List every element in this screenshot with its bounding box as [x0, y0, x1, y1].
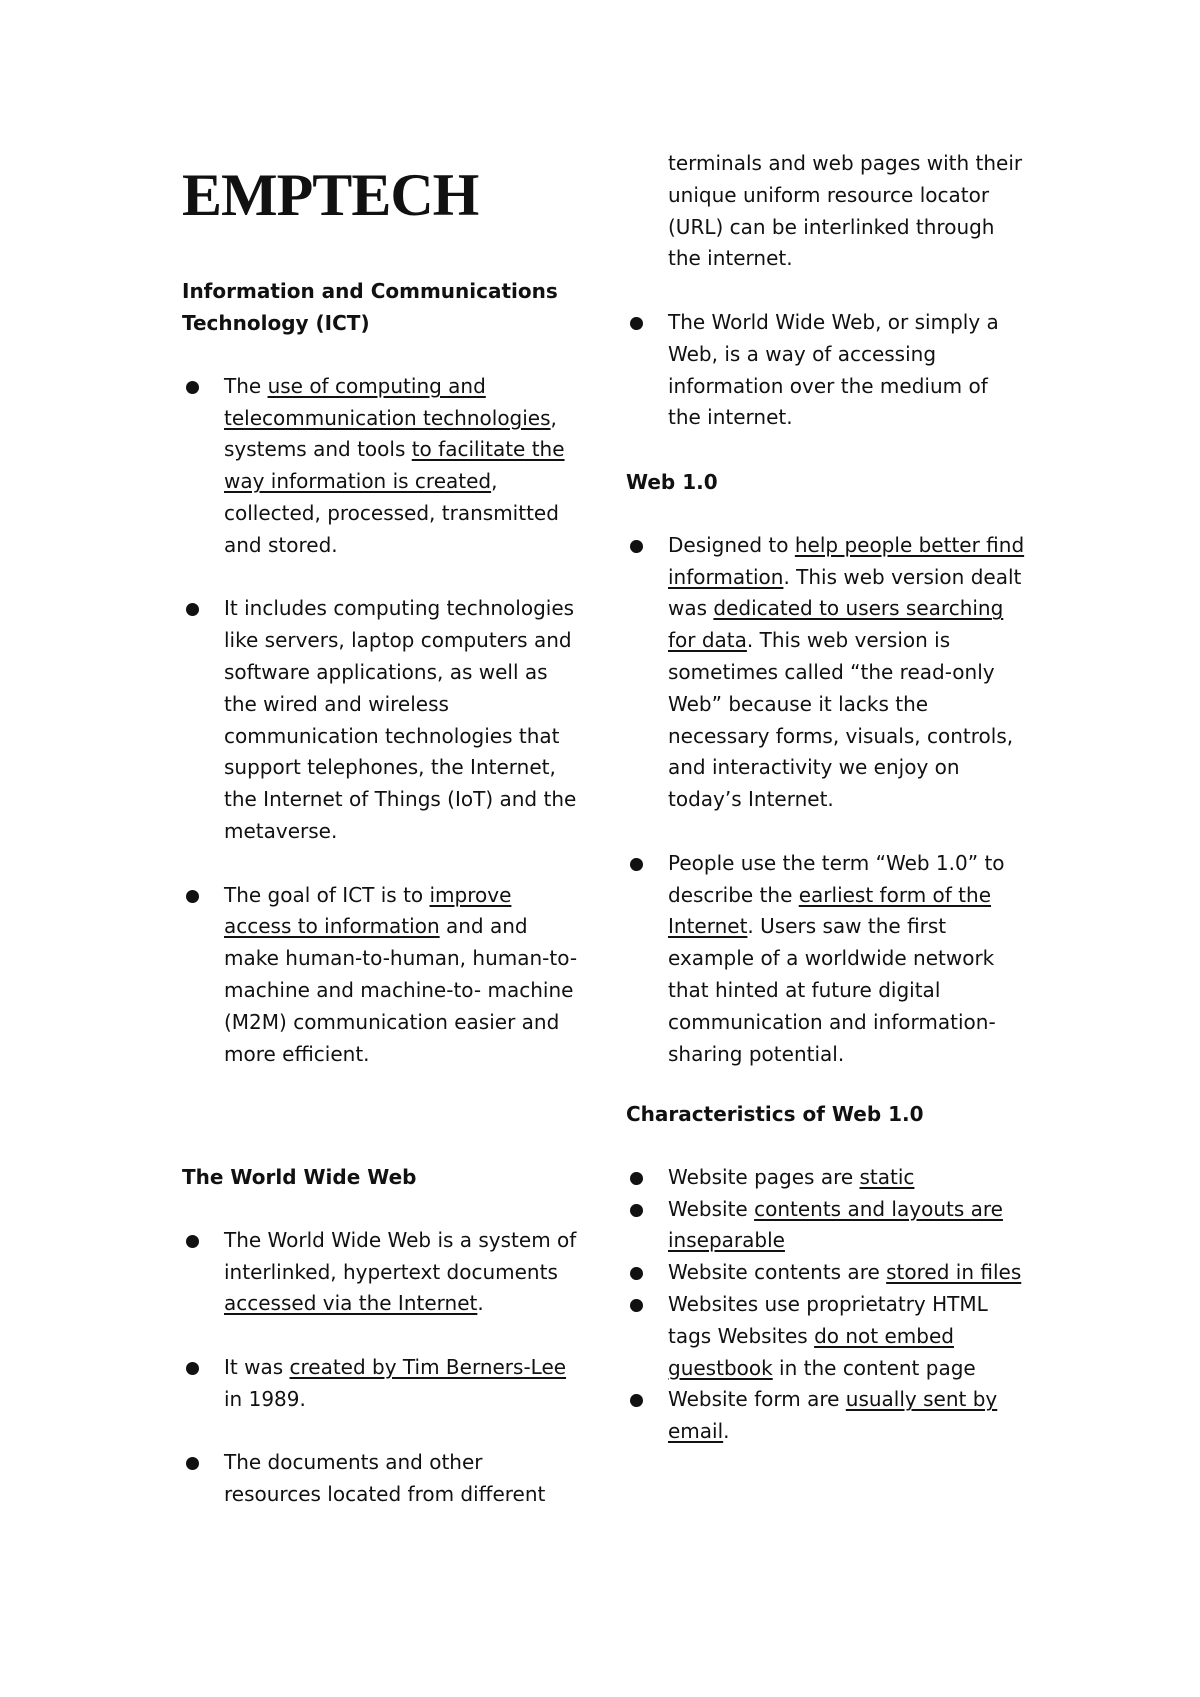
underlined-phrase: usually sent by email — [668, 1387, 998, 1444]
text-run: The World Wide Web is a system of interlinked, hypertext documents — [224, 1227, 577, 1284]
bullet-item — [626, 1289, 1026, 1384]
bullet-item — [182, 593, 582, 847]
underlined-phrase: static — [859, 1164, 915, 1189]
underlined-phrase: accessed via the Internet — [224, 1291, 478, 1316]
text-run: Website — [668, 1196, 755, 1221]
bullet-item — [626, 307, 1026, 434]
ict-heading: Information and Communications Technology (ICT) — [182, 279, 558, 335]
text-run: . This web version dealt was — [668, 564, 1022, 621]
underlined-phrase: to facilitate the way information is created — [224, 437, 565, 494]
text-run: The goal of ICT is to — [224, 882, 430, 907]
text-run: . Users saw the first example of a worldwide network that hinted at future digital communication and information-sharing potential. — [668, 914, 996, 1066]
text-run: Website pages are — [668, 1164, 860, 1189]
bullet-item — [182, 1225, 582, 1320]
bullet-item — [626, 1257, 1026, 1289]
bullet-item — [626, 530, 1026, 816]
text-run: in 1989. — [224, 1386, 306, 1411]
text-run: terminals and web pages with their unique uniform resource locator (URL) can be interlinked through the internet. — [668, 151, 1023, 271]
characteristics-heading: Characteristics of Web 1.0 — [626, 1102, 924, 1126]
www-continuation-list — [626, 148, 1026, 275]
web1-bullet-list — [626, 530, 1026, 1071]
text-run: , collected, processed, transmitted and stored. — [224, 469, 559, 557]
text-run: The — [224, 373, 268, 398]
text-run: People use the term “Web 1.0” to describe the — [668, 850, 1005, 907]
text-run: The documents and other resources located from different — [224, 1450, 546, 1507]
underlined-phrase: contents and layouts are inseparable — [668, 1196, 1003, 1253]
underlined-phrase: stored in files — [886, 1260, 1022, 1285]
characteristics-section — [626, 1098, 1026, 1448]
text-run: It includes computing technologies like servers, laptop computers and software applications, as well as the wired and wireless communication technologies that support telephones, the Internet, the Internet of Things (IoT) and the metaverse. — [224, 596, 577, 843]
underlined-phrase: improve access to information — [224, 882, 512, 939]
web1-heading: Web 1.0 — [626, 470, 718, 494]
underlined-phrase: earliest form of the Internet — [668, 882, 991, 939]
bullet-item — [182, 371, 582, 562]
bullet-item — [626, 1162, 1026, 1194]
bullet-item — [182, 1447, 582, 1511]
text-run: It was — [224, 1354, 290, 1379]
ict-section — [182, 275, 582, 1070]
text-run: Designed to — [668, 532, 795, 557]
document-title: EMPTECH — [182, 162, 479, 228]
www-bullet-list — [182, 1225, 582, 1511]
bullet-item — [182, 1352, 582, 1416]
continued-paragraph — [626, 148, 1026, 275]
bullet-item — [626, 1384, 1026, 1448]
bullet-item — [626, 1194, 1026, 1258]
text-run: . This web version is sometimes called “the read-only Web” because it lacks the necessary forms, visuals, controls, and interactivity we enjoy on today’s Internet. — [668, 628, 1014, 812]
text-run: The World Wide Web, or simply a Web, is a way of accessing information over the medium of the internet. — [668, 309, 999, 430]
characteristics-bullet-list — [626, 1162, 1026, 1448]
text-run: . — [723, 1419, 730, 1444]
web1-section — [626, 466, 1026, 1070]
www-continuation-section — [626, 148, 1026, 434]
text-run: and and make human-to-human, human-to-machine and machine-to- machine (M2M) communication easier and more efficient. — [224, 914, 578, 1066]
text-run: in the content page — [772, 1355, 976, 1380]
text-run: Website contents are — [668, 1260, 887, 1285]
underlined-phrase: created by Tim Berners-Lee — [289, 1354, 567, 1379]
underlined-phrase: help people better find information — [668, 532, 1025, 589]
underlined-phrase: do not embed guestbook — [668, 1323, 954, 1380]
underlined-phrase: use of computing and telecommunication technologies — [224, 373, 551, 430]
bullet-item — [626, 848, 1026, 1071]
ict-bullet-list — [182, 371, 582, 1071]
underlined-phrase: dedicated to users searching for data — [668, 596, 1004, 653]
text-run: Websites use proprietatry HTML tags Websites — [668, 1291, 988, 1348]
text-run: Website form are — [668, 1387, 846, 1412]
www-section — [182, 1161, 582, 1511]
text-run: , systems and tools — [224, 405, 557, 462]
www-heading: The World Wide Web — [182, 1165, 417, 1189]
text-run: . — [477, 1291, 484, 1316]
www-definition-list — [626, 307, 1026, 434]
bullet-item — [182, 880, 582, 1071]
